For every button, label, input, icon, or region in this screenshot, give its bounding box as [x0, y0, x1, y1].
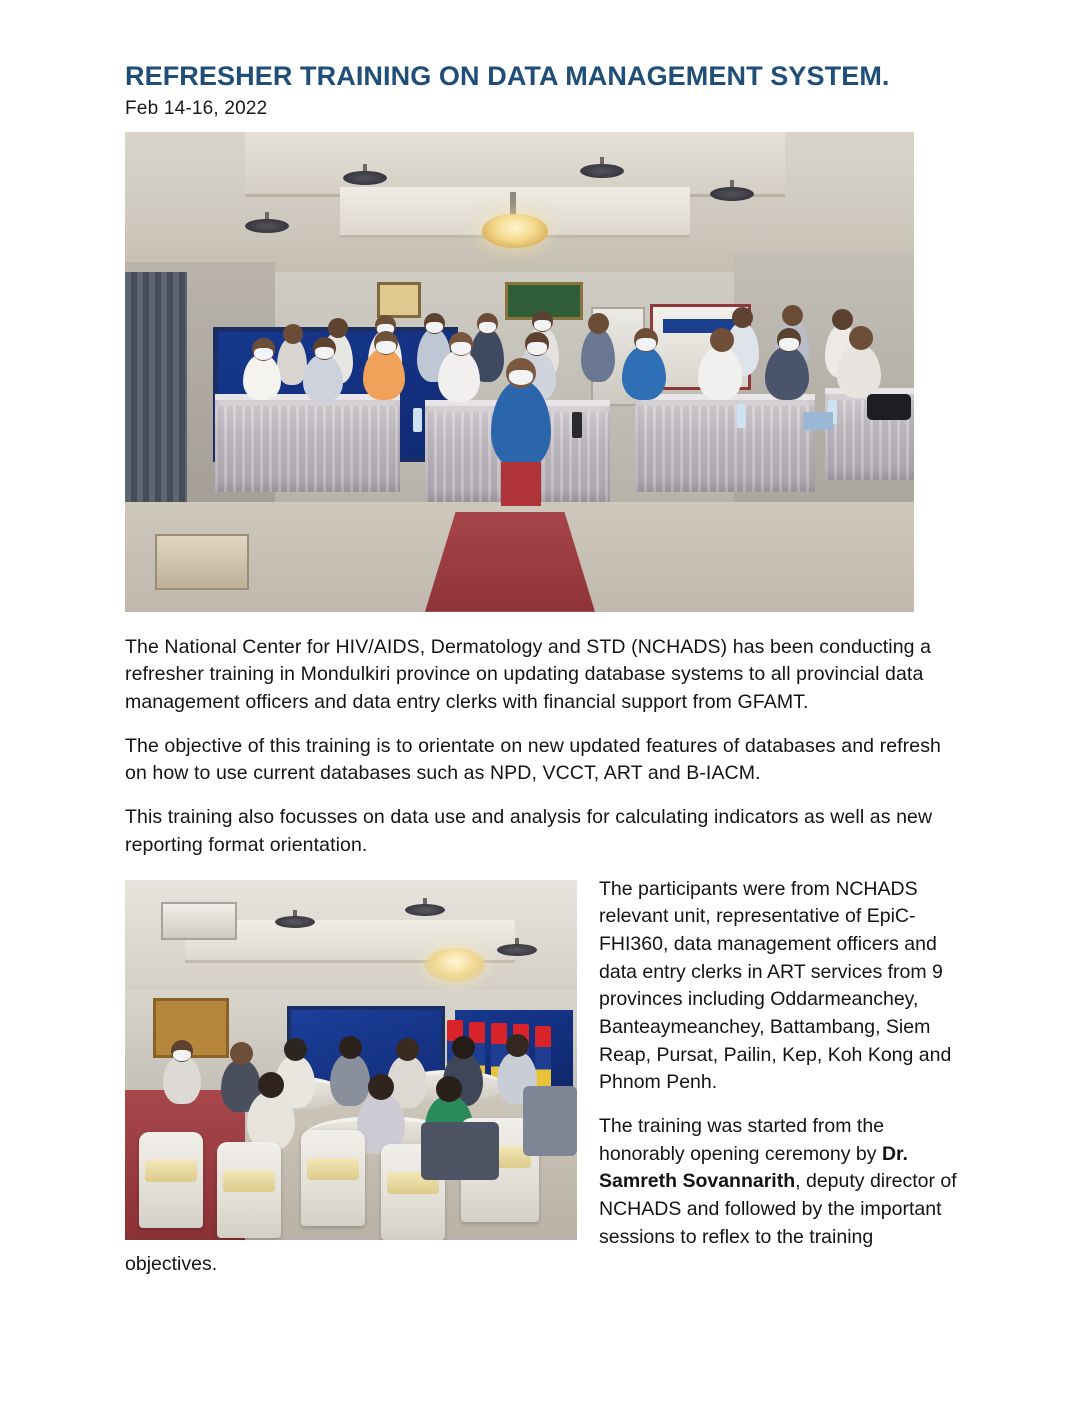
article-body: [125, 634, 963, 860]
paper-document: [803, 412, 833, 430]
microphone: [572, 412, 582, 438]
conference-table: [215, 394, 400, 492]
face-mask: [534, 320, 551, 331]
ceiling-fan-icon: [275, 910, 315, 932]
face-mask: [376, 341, 396, 354]
participant-head: [258, 1072, 284, 1098]
document-date: Feb 14-16, 2022: [125, 97, 268, 119]
face-mask: [315, 347, 334, 359]
face-mask: [426, 322, 443, 333]
page-title: REFRESHER TRAINING ON DATA MANAGEMENT SYSTEM.: [125, 61, 890, 91]
participant-head: [339, 1036, 362, 1059]
paragraph-2: The objective of this training is to orientate on new updated features of databases and refresh on how to use current databases such as NPD, VCCT, ART and B-IACM.: [125, 734, 942, 785]
curtain: [125, 272, 187, 502]
participant-head: [230, 1042, 253, 1065]
participant: [330, 1054, 370, 1106]
face-mask: [636, 338, 656, 351]
participant: [247, 1092, 295, 1150]
participant-head: [732, 307, 753, 328]
face-mask: [509, 370, 533, 385]
face-mask: [779, 338, 799, 351]
face-mask: [479, 322, 496, 333]
ceremony-suffix: , deputy director of NCHADS and followed by the important sessions to reflex to the training objectives.: [125, 1170, 957, 1276]
participant-head: [328, 318, 348, 338]
banquet-chair: [217, 1142, 281, 1238]
banquet-chair: [301, 1130, 365, 1226]
paragraph-3: This training also focusses on data use and analysis for calculating indicators as well as new reporting format orientation.: [125, 806, 933, 856]
ceremony-prefix: The training was started from the honorably opening ceremony by: [599, 1115, 885, 1165]
chandelier-icon: [480, 192, 550, 252]
participant-head: [436, 1076, 462, 1102]
participant-head: [782, 305, 803, 326]
face-mask: [173, 1050, 191, 1061]
ceiling-fan-icon: [497, 938, 537, 960]
participant-head: [452, 1036, 475, 1059]
air-conditioner: [161, 902, 237, 940]
participant-head: [368, 1074, 394, 1100]
wall-picture: [377, 282, 421, 318]
image-text-section: [125, 876, 963, 1280]
participant-head: [588, 313, 609, 334]
ceiling-fan-icon: [343, 164, 387, 190]
paragraph-1: The National Center for HIV/AIDS, Dermatology and STD (NCHADS) has been conducting a refresher training in Mondulkiri province on updating database systems to all provincial data management officers and data entry clerks with financial support from GFAMT.: [125, 635, 932, 714]
water-bottle: [413, 408, 422, 432]
face-mask: [254, 348, 273, 360]
face-mask: [451, 342, 471, 355]
water-bottle: [737, 404, 746, 428]
banquet-chair: [139, 1132, 203, 1228]
participant-head: [710, 328, 734, 352]
participant-head: [283, 324, 303, 344]
office-chair: [523, 1086, 577, 1156]
participant-head: [832, 309, 853, 330]
ceiling-fan-icon: [405, 898, 445, 920]
face-mask: [527, 342, 547, 355]
presenter-lower: [501, 462, 541, 506]
participant-head: [849, 326, 873, 350]
bag: [867, 394, 911, 420]
participant-head: [506, 1034, 529, 1057]
cabinet: [155, 534, 249, 590]
person-name: Dr. Samreth Sovannarith: [599, 1142, 908, 1193]
conference-table: [635, 394, 815, 492]
ceiling-fan-icon: [710, 180, 754, 206]
training-room-photo: [125, 880, 577, 1240]
ceiling-fan-icon: [580, 157, 624, 183]
training-hall-photo: [125, 132, 914, 612]
participant-head: [284, 1038, 307, 1061]
participant: [163, 1056, 201, 1104]
office-chair: [421, 1122, 499, 1180]
participant-head: [396, 1038, 419, 1061]
chandelier-icon: [425, 948, 485, 982]
ceiling-fan-icon: [245, 212, 289, 238]
participants-paragraph: The participants were from NCHADS relevant unit, representative of EpiC-FHI360, data management officers and data entry clerks in ART services from 9 provinces including Oddarmeanchey, Banteaymeanchey, Battambang, Siem Reap, Pursat, Pailin, Kep, Koh Kong and Phnom Penh.: [599, 877, 952, 1094]
